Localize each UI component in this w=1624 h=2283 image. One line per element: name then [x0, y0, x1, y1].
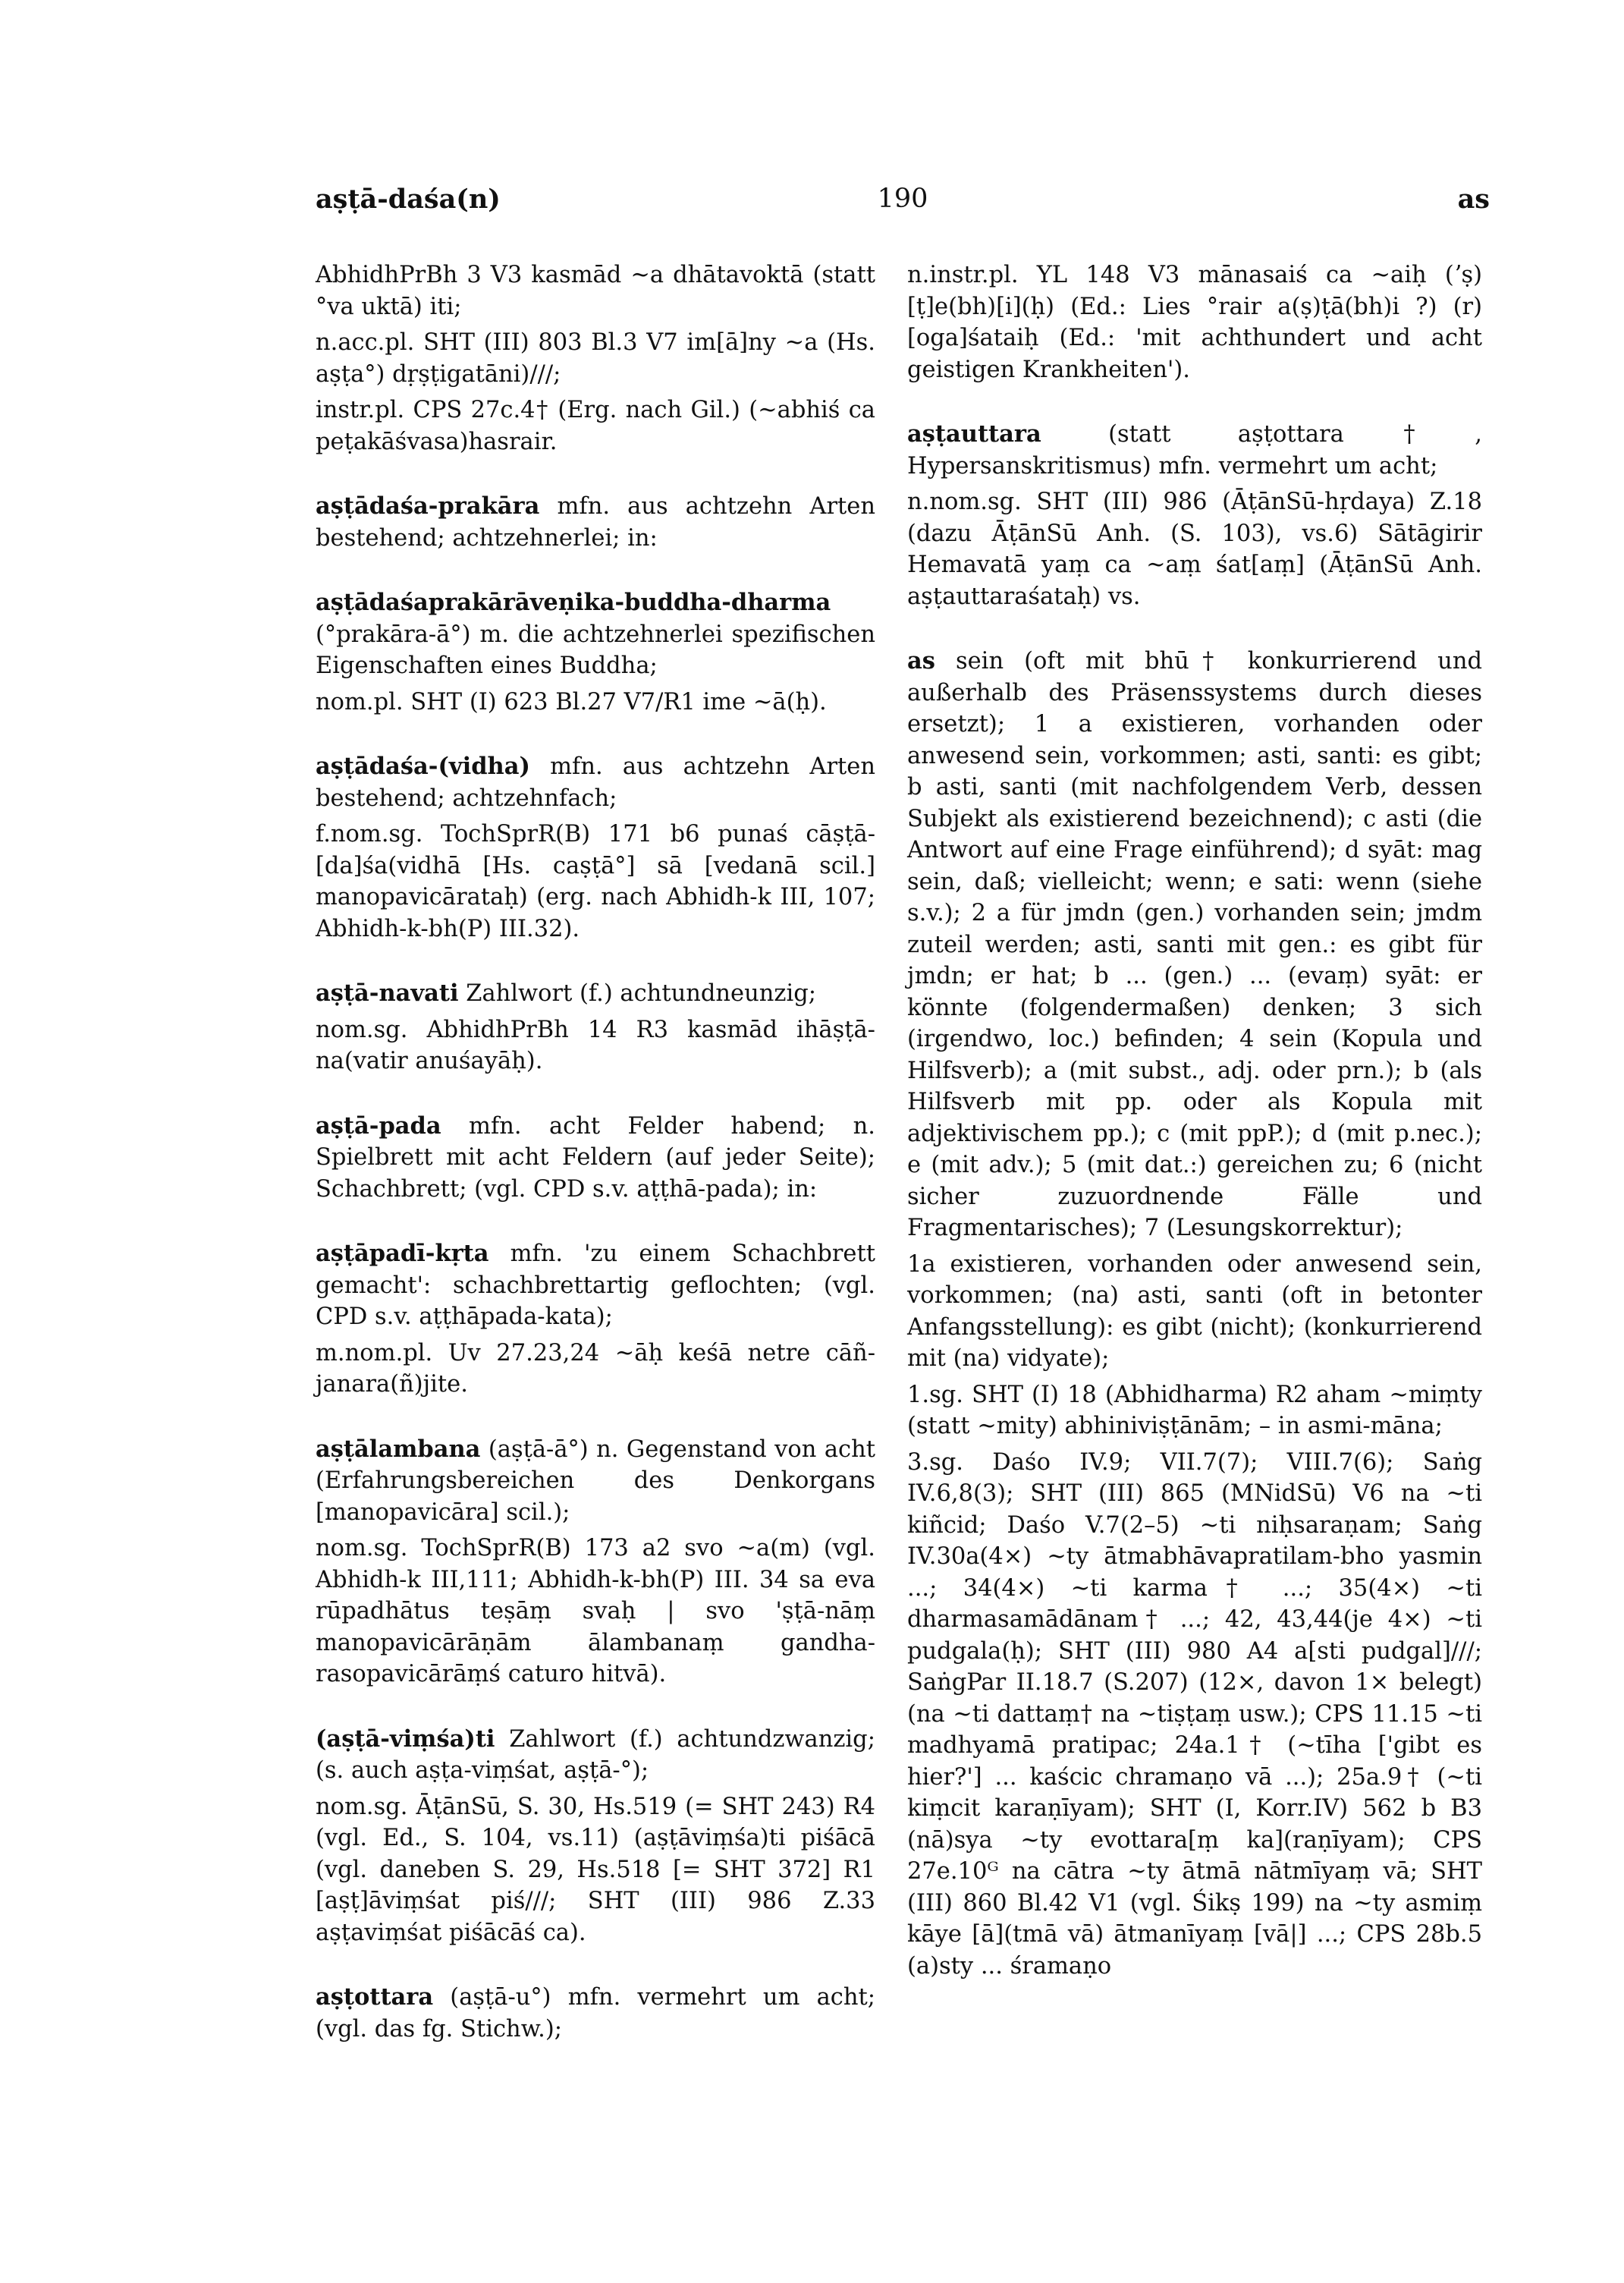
headword: aṣṭādaśa-prakāra — [316, 492, 540, 520]
citation-line: 3.sg. Daśo IV.9; VII.7(7); VIII.7(6); Saṅg IV.6,8(3); SHT (III) 865 (MNidSū) V6 na ~ti kiñcid; Daśo V.7(2–5) ~ti niḥsaraṇam; Saṅg IV.30a(4×) ~ty ātmabhāvapratilam-bho yasmin ...; 34(4×) ~ti karma† ...; 35(4×) ~ti dharmasamādānam† ...; 42, 43,44(je 4×) ~ti pudgala(ḥ); SHT (III) 980 A4 a[sti pudgal]///; SaṅgPar II.18.7 (S.207) (12×, davon 1× belegt) (na ~ti dattaṃ† na ~tiṣṭaṃ usw.); CPS 11.15 ~ti madhyamā pratipac; 24a.1† (~tīha ['gibt es hier?'] ... kaścic chramaṇo vā ...); 25a.9† (~ti kiṃcit karaṇīyam); SHT (I, Korr.IV) 562 b B3 (nā)sya ~ty evottara[ṃ ka](raṇīyam); CPS 27e.10ᴳ na cātra ~ty ātmā nātmīyaṃ vā; SHT (III) 860 Bl.42 V1 (vgl. Śikṣ 199) na ~ty asmiṃ kāye [ā](tmā vā) ātmanīyaṃ [vā|] ...; CPS 28b.5 (a)sty ... śramaṇo — [907, 1448, 1482, 1980]
dictionary-entry — [316, 587, 875, 718]
citation-line: nom.sg. TochSprR(B) 173 a2 svo ~a(m) (vgl. Abhidh-k III,111; Abhidh-k-bh(P) III. 34 sa eva rūpadhātus teṣāṃ svaḥ | svo 'ṣṭā-nāṃ manopavicārāṇām ālambanaṃ gandha-rasopavicārāṃś caturo hitvā). — [316, 1535, 875, 1687]
entry-definition-line — [316, 1434, 875, 1529]
page-number: 190 — [877, 184, 928, 214]
right-guideword: as — [1457, 184, 1490, 215]
citation-line: nom.sg. ĀṭānSū, S. 30, Hs.519 (= SHT 243) R4 (vgl. Ed., S. 104, vs.11) (aṣṭāviṃśa)ti piśācā (vgl. daneben S. 29, Hs.518 [= SHT 372] R1 [aṣṭ]āviṃśat piś///; SHT (III) 986 Z.33 aṣṭaviṃśat piśācāś ca). — [316, 1793, 875, 1946]
headword: aṣṭālambana — [316, 1435, 481, 1463]
sense-line: 1a existieren, vorhanden oder anwesend sein, vorkommen; (na) asti, santi (oft in betonter Anfangsstellung): es gibt (nicht); (konkurrierend mit (na) vidyate); — [907, 1250, 1482, 1372]
entry-definition-line — [316, 1724, 875, 1787]
dictionary-entry — [316, 1434, 875, 1690]
entry-definition-line — [907, 646, 1482, 1244]
headword: (aṣṭā-viṃśa)ti — [316, 1725, 495, 1753]
definition: Zahlwort (f.) achtundzwanzig; (s. auch aṣṭa-viṃśat, aṣṭā-°); — [316, 1725, 875, 1784]
definition: (aṣṭā-ā°) n. Gegenstand von acht (Erfahrungsbereichen des Denkorgans [manopavicāra] scil.); — [316, 1436, 875, 1526]
citation-line: nom.pl. SHT (I) 623 Bl.27 V7/R1 ime ~ā(ḥ). — [316, 688, 827, 715]
definition: (°prakāra-ā°) m. die achtzehnerlei spezifischen Eigenschaften eines Buddha; — [316, 621, 875, 679]
running-header — [316, 184, 1490, 229]
definition: mfn. aus achtzehn Arten bestehend; achtzehnerlei; in: — [316, 493, 875, 552]
citation-line: m.nom.pl. Uv 27.23,24 ~āḥ keśā netre cāñ-janara(ñ)jite. — [316, 1339, 875, 1398]
entry-definition-line — [316, 1238, 875, 1333]
definition: (statt aṣṭottara†, Hypersanskritismus) mfn. vermehrt um acht; — [907, 421, 1482, 480]
citation-line: 1.sg. SHT (I) 18 (Abhidharma) R2 aham ~miṃty (statt ~mity) abhiniviṣṭānām; – in asmi-māna; — [907, 1381, 1482, 1439]
headword: as — [907, 647, 935, 675]
dictionary-entry — [907, 259, 1482, 385]
citation-line: n.nom.sg. SHT (III) 986 (ĀṭānSū-hṛdaya) Z.18 (dazu ĀṭānSū Anh. (S. 103), vs.6) Sātāgirir Hemavatā yaṃ ca ~aṃ śat[aṃ] (ĀṭānSū Anh. aṣṭauttaraśataḥ) vs. — [907, 489, 1482, 610]
dictionary-entry — [316, 1111, 875, 1206]
headword: aṣṭāpadī-kṛta — [316, 1240, 489, 1267]
definition: (aṣṭā-u°) mfn. vermehrt um acht; (vgl. das fg. Stichw.); — [316, 1984, 876, 2042]
definition: sein (oft mit bhū† konkurrierend und außerhalb des Präsenssystems durch dieses ersetzt); 1 a existieren, vorhanden oder anwesend sein, vorkommen; asti, santi: es gibt; b asti, santi (mit nachfolgendem Verb, dessen Subjekt als existierend bezeichnend); c asti (die Antwort auf eine Frage einführend); d syāt: mag sein, daß; vielleicht; wenn; e sati: wenn (siehe s.v.); 2 a für jmdn (gen.) vorhanden sein; jmdm zuteil werden; asti, santi mit gen.: es gibt für jmdn; er hat; b ... (gen.) ... (evaṃ) syāt: er könnte (folgendermaßen) denken; 3 sich (irgendwo, loc.) befinden; 4 sein (Kopula und Hilfsverb); a (mit subst., adj. oder prn.); b (als Hilfsverb mit pp. oder als Kopula mit adjektivischem pp.); c (mit ppP.); d (mit p.nec.); e (mit adv.); 5 (mit dat.:) gereichen zu; 6 (nicht sicher zuzuordnende Fälle und Fragmentarisches); 7 (Lesungskorrektur); — [907, 648, 1482, 1241]
entry-definition-line — [316, 1111, 875, 1206]
citation-line: AbhidhPrBh 3 V3 kasmād ~a dhātavoktā (statt °va uktā) iti; — [316, 262, 875, 320]
headword: aṣṭādaśaprakārāveṇika-buddha-dharma — [316, 589, 831, 616]
headword: aṣṭottara — [316, 1983, 434, 2011]
headword: aṣṭādaśa-(vidha) — [316, 753, 530, 780]
entry-definition-line — [316, 1982, 875, 2045]
citation-line: n.instr.pl. YL 148 V3 mānasaiś ca ~aiḥ (ʼṣ)[ṭ]e(bh)[i](ḥ) (Ed.: Lies °rair a(ṣ)ṭā(bh)i ?) (r)[oga]śataiḥ (Ed.: 'mit achthundert und acht geistigen Krankheiten'). — [907, 262, 1482, 383]
citation-line: nom.sg. AbhidhPrBh 14 R3 kasmād ihāṣṭā-na(vatir anuśayāḥ). — [316, 1016, 875, 1074]
citation-line: instr.pl. CPS 27c.4† (Erg. nach Gil.) (~abhiś ca peṭakāśvasa)hasrair. — [316, 397, 875, 455]
dictionary-entry — [316, 1238, 875, 1401]
dictionary-entry — [316, 978, 875, 1077]
dictionary-entry — [316, 1982, 875, 2045]
entry-definition-line — [316, 587, 875, 682]
entry-definition-line — [907, 419, 1482, 482]
headword: aṣṭā-navati — [316, 980, 459, 1007]
dictionary-entry — [316, 751, 875, 945]
definition: Zahlwort (f.) achtundneunzig; — [466, 980, 816, 1007]
definition: mfn. aus achtzehn Arten bestehend; achtzehnfach; — [316, 753, 875, 812]
citation-line: f.nom.sg. TochSprR(B) 171 b6 punaś cāṣṭā-[da]śa(vidhā [Hs. caṣṭā°] sā [vedanā scil.] manopavicārataḥ) (erg. nach Abhidh-k III, 107; Abhidh-k-bh(P) III.32). — [316, 821, 875, 942]
entry-definition-line — [316, 751, 875, 814]
citation-line: n.acc.pl. SHT (III) 803 Bl.3 V7 im[ā]ny ~a (Hs. aṣṭa°) dṛṣṭigatāni)///; — [316, 329, 875, 388]
definition: mfn. acht Felder habend; n. Spielbrett mit acht Feldern (auf jeder Seite); Schachbrett; (vgl. CPD s.v. aṭṭhā-pada); in: — [316, 1112, 875, 1203]
entry-definition-line — [316, 978, 875, 1010]
definition: mfn. 'zu einem Schachbrett gemacht': schachbrettartig geflochten; (vgl. CPD s.v. aṭṭhāpada-kata); — [316, 1241, 875, 1330]
dictionary-entry — [907, 419, 1482, 612]
dictionary-entry — [316, 491, 875, 554]
headword: aṣṭauttara — [907, 420, 1041, 448]
headword: aṣṭā-pada — [316, 1112, 441, 1140]
dictionary-entry — [316, 1724, 875, 1949]
right-column — [907, 259, 1482, 1982]
dictionary-entry — [316, 259, 875, 458]
left-guideword: aṣṭā-daśa(n) — [316, 184, 501, 215]
left-column — [316, 259, 875, 2045]
dictionary-entry — [907, 646, 1482, 1982]
entry-definition-line — [316, 491, 875, 554]
